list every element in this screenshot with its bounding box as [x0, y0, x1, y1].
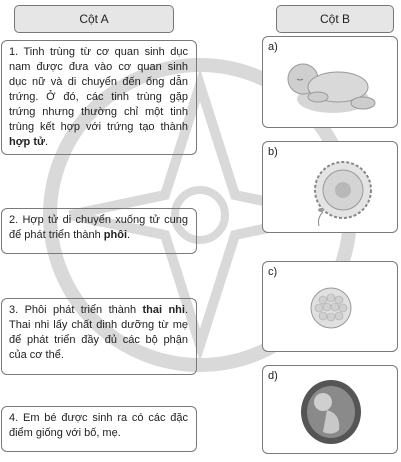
- item-b-label: b): [268, 146, 278, 158]
- item-a-label: a): [268, 41, 278, 53]
- item-c-label: c): [268, 266, 278, 278]
- egg-and-sperm-icon: [263, 142, 399, 234]
- item-1-end: .: [44, 136, 49, 148]
- column-a-item-4: [1, 406, 197, 452]
- item-d-label: d): [268, 370, 278, 382]
- item-2-text: 2. Hợp tử di chuyển xuống tử cung để phát triển thành: [9, 214, 188, 241]
- column-a-header: Cột A: [14, 5, 174, 33]
- column-a-item-2: [1, 208, 197, 254]
- item-3-end: . Thai nhi lấy chất dinh dưỡng từ mẹ để phát triển đầy đủ các bộ phận của cơ thể.: [9, 304, 189, 361]
- item-1-text: 1. Tinh trùng từ cơ quan sinh dục nam được đưa vào cơ quan sinh dục nữ và di chuyển đến ống dẫn trứng. Ở đó, các tinh trùng gặp trứng nhưng thường chỉ một tinh trùng kết hợp với trứng tạo thành: [9, 46, 188, 133]
- item-3-text: 3. Phôi phát triển thành: [9, 304, 143, 316]
- column-b-item-a: [262, 36, 398, 128]
- item-2-keyword: phôi: [103, 229, 128, 241]
- column-b-header: Cột B: [276, 5, 394, 33]
- column-a-item-3: [1, 298, 197, 375]
- item-3-keyword: thai nhi: [142, 304, 185, 316]
- fetus-in-womb-icon: [263, 366, 399, 455]
- embryo-cell-cluster-icon: [263, 262, 399, 353]
- column-b-item-b: [262, 141, 398, 233]
- column-b-item-d: [262, 365, 398, 454]
- sleeping-baby-icon: [263, 37, 399, 129]
- column-a-item-1: [1, 40, 197, 155]
- item-1-keyword: hợp tử: [9, 136, 45, 148]
- item-2-end: .: [127, 229, 131, 241]
- item-4-text: 4. Em bé được sinh ra có các đặc điểm giống với bố, mẹ.: [9, 412, 188, 439]
- column-b-item-c: [262, 261, 398, 352]
